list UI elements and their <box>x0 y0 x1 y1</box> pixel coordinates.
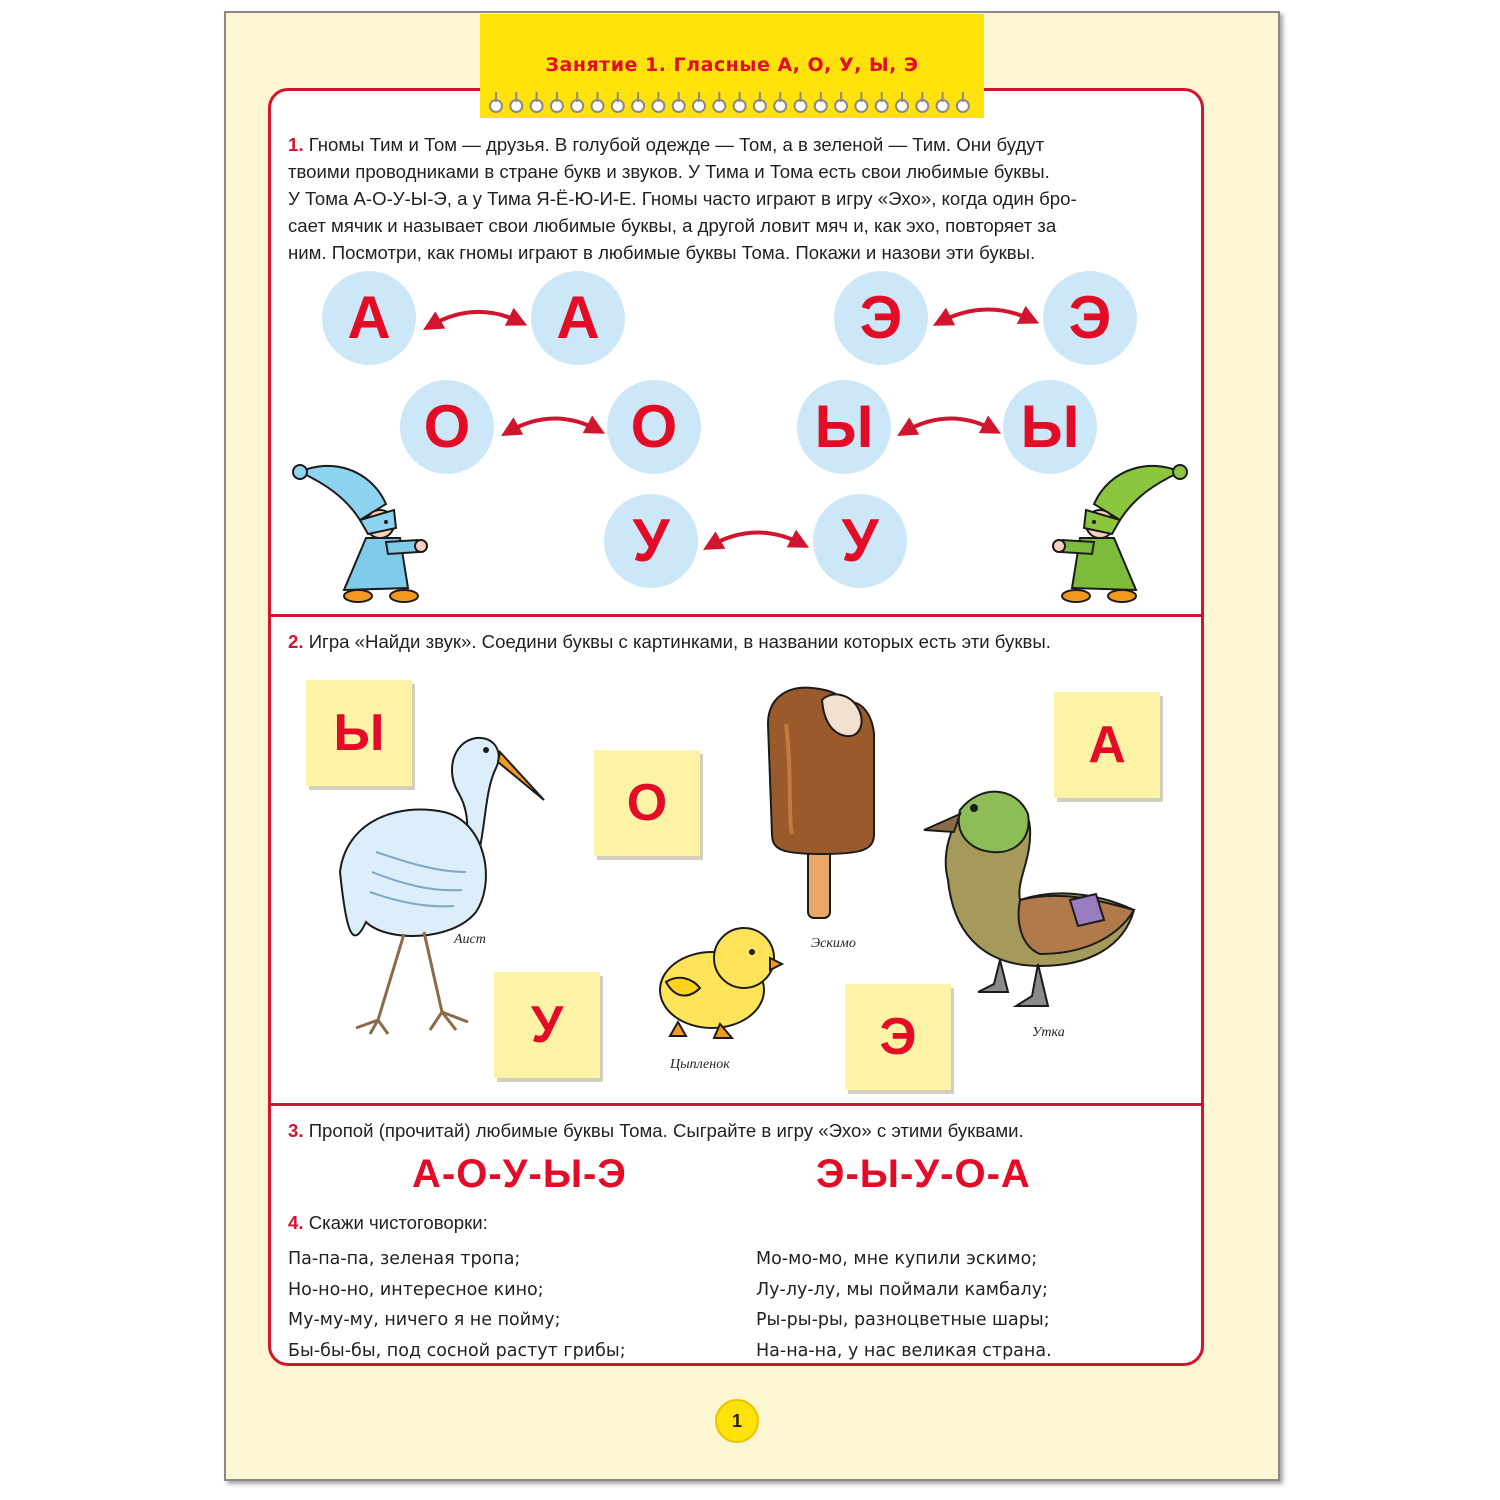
task3-text <box>288 1117 1194 1144</box>
letter-bubble-o-right: О <box>607 380 701 474</box>
task4-text <box>288 1209 1194 1236</box>
letter-tile-y[interactable]: Ы <box>306 680 412 786</box>
tongue-twister-line: Бы-бы-бы, под сосной растут грибы; <box>288 1340 626 1361</box>
tongue-twister-line: Му-му-му, ничего я не пойму; <box>288 1310 561 1330</box>
letter-bubble-y-left: Ы <box>797 380 891 474</box>
stork-icon[interactable] <box>326 712 552 1054</box>
task3-instruction: Пропой (прочитай) любимые буквы Тома. Сыграйте в игру «Эхо» с этими буквами. <box>308 1120 1024 1141</box>
task-number: 4. <box>288 1212 304 1233</box>
picture-caption-eskimo: Эскимо <box>811 936 856 951</box>
letter-tile-o[interactable]: О <box>594 750 700 856</box>
tongue-twister-line: Мо-мо-мо, мне купили эскимо; <box>756 1249 1038 1269</box>
picture-caption-chick: Цыпленок <box>670 1057 730 1072</box>
task-number: 1. <box>288 134 304 155</box>
letter-bubble-u-right: У <box>813 494 907 588</box>
task1-line: ним. Посмотри, как гномы играют в любимые буквы Тома. Покажи и назови эти буквы. <box>288 242 1036 263</box>
picture-caption-duck: Утка <box>1032 1025 1065 1040</box>
echo-arrow-icon <box>710 532 802 546</box>
tongue-twisters-left <box>288 1244 626 1366</box>
task-number: 2. <box>288 631 304 652</box>
echo-arrow-icon <box>430 312 520 326</box>
task1-line-text: Гномы Тим и Том — друзья. В голубой одежде — Том, а в зеленой — Тим. Они будут <box>308 134 1045 155</box>
letter-bubble-y-right: Ы <box>1003 380 1097 474</box>
duck-icon[interactable] <box>920 770 1146 1014</box>
task1-line: твоими проводниками в стране букв и звуков. У Тима и Тома есть свои любимые буквы. <box>288 161 1050 182</box>
letter-bubble-u-left: У <box>604 494 698 588</box>
tongue-twister-line: На-на-на, у нас великая страна. <box>756 1340 1052 1361</box>
tongue-twister-line: Но-но-но, интересное кино; <box>288 1279 544 1300</box>
page-number: 1 <box>715 1399 759 1443</box>
task1-line: сает мячик и называет свои любимые буквы, а другой ловит мяч и, как эхо, повторяет за <box>288 215 1057 236</box>
task2-text <box>288 628 1194 655</box>
letter-bubble-a-left: А <box>322 271 416 365</box>
chick-icon[interactable] <box>648 922 784 1042</box>
picture-caption-stork: Аист <box>454 932 486 947</box>
task4-instruction: Скажи чистоговорки: <box>308 1212 488 1233</box>
letter-sequence-forward: А-О-У-Ы-Э <box>412 1152 627 1196</box>
task1-line: У Тома А-О-У-Ы-Э, а у Тима Я-Ё-Ю-И-Е. Гномы часто играют в игру «Эхо», когда один бро- <box>288 188 1077 209</box>
tongue-twister-line: Па-па-па, зеленая тропа; <box>288 1249 521 1269</box>
letter-bubble-a-right: А <box>531 271 625 365</box>
echo-arrow-icon <box>508 418 598 432</box>
task-number: 3. <box>288 1120 304 1141</box>
tongue-twister-line: Ры-ры-ры, разноцветные шары; <box>756 1310 1050 1330</box>
eskimo-icon[interactable] <box>762 684 882 922</box>
gnome-tim-icon <box>1040 458 1190 608</box>
tongue-twister-line: Лу-лу-лу, мы поймали камбалу; <box>756 1279 1048 1300</box>
letter-tile-u[interactable]: У <box>494 972 600 1078</box>
gnome-tom-icon <box>290 458 440 608</box>
task2-instruction: Игра «Найди звук». Соедини буквы с картинками, в названии которых есть эти буквы. <box>308 631 1051 652</box>
letter-sequence-backward: Э-Ы-У-О-А <box>816 1152 1031 1196</box>
letter-bubble-e-right: Э <box>1043 271 1137 365</box>
letter-bubble-e-left: Э <box>834 271 928 365</box>
echo-arrow-icon <box>940 309 1032 322</box>
letter-bubble-o-left: О <box>400 380 494 474</box>
tongue-twisters-right <box>756 1244 1052 1366</box>
letter-tile-e[interactable]: Э <box>845 984 951 1090</box>
lesson-title: Занятие 1. Гласные А, О, У, Ы, Э <box>545 54 919 76</box>
letter-tile-a[interactable]: А <box>1054 692 1160 798</box>
echo-arrow-icon <box>904 418 994 432</box>
